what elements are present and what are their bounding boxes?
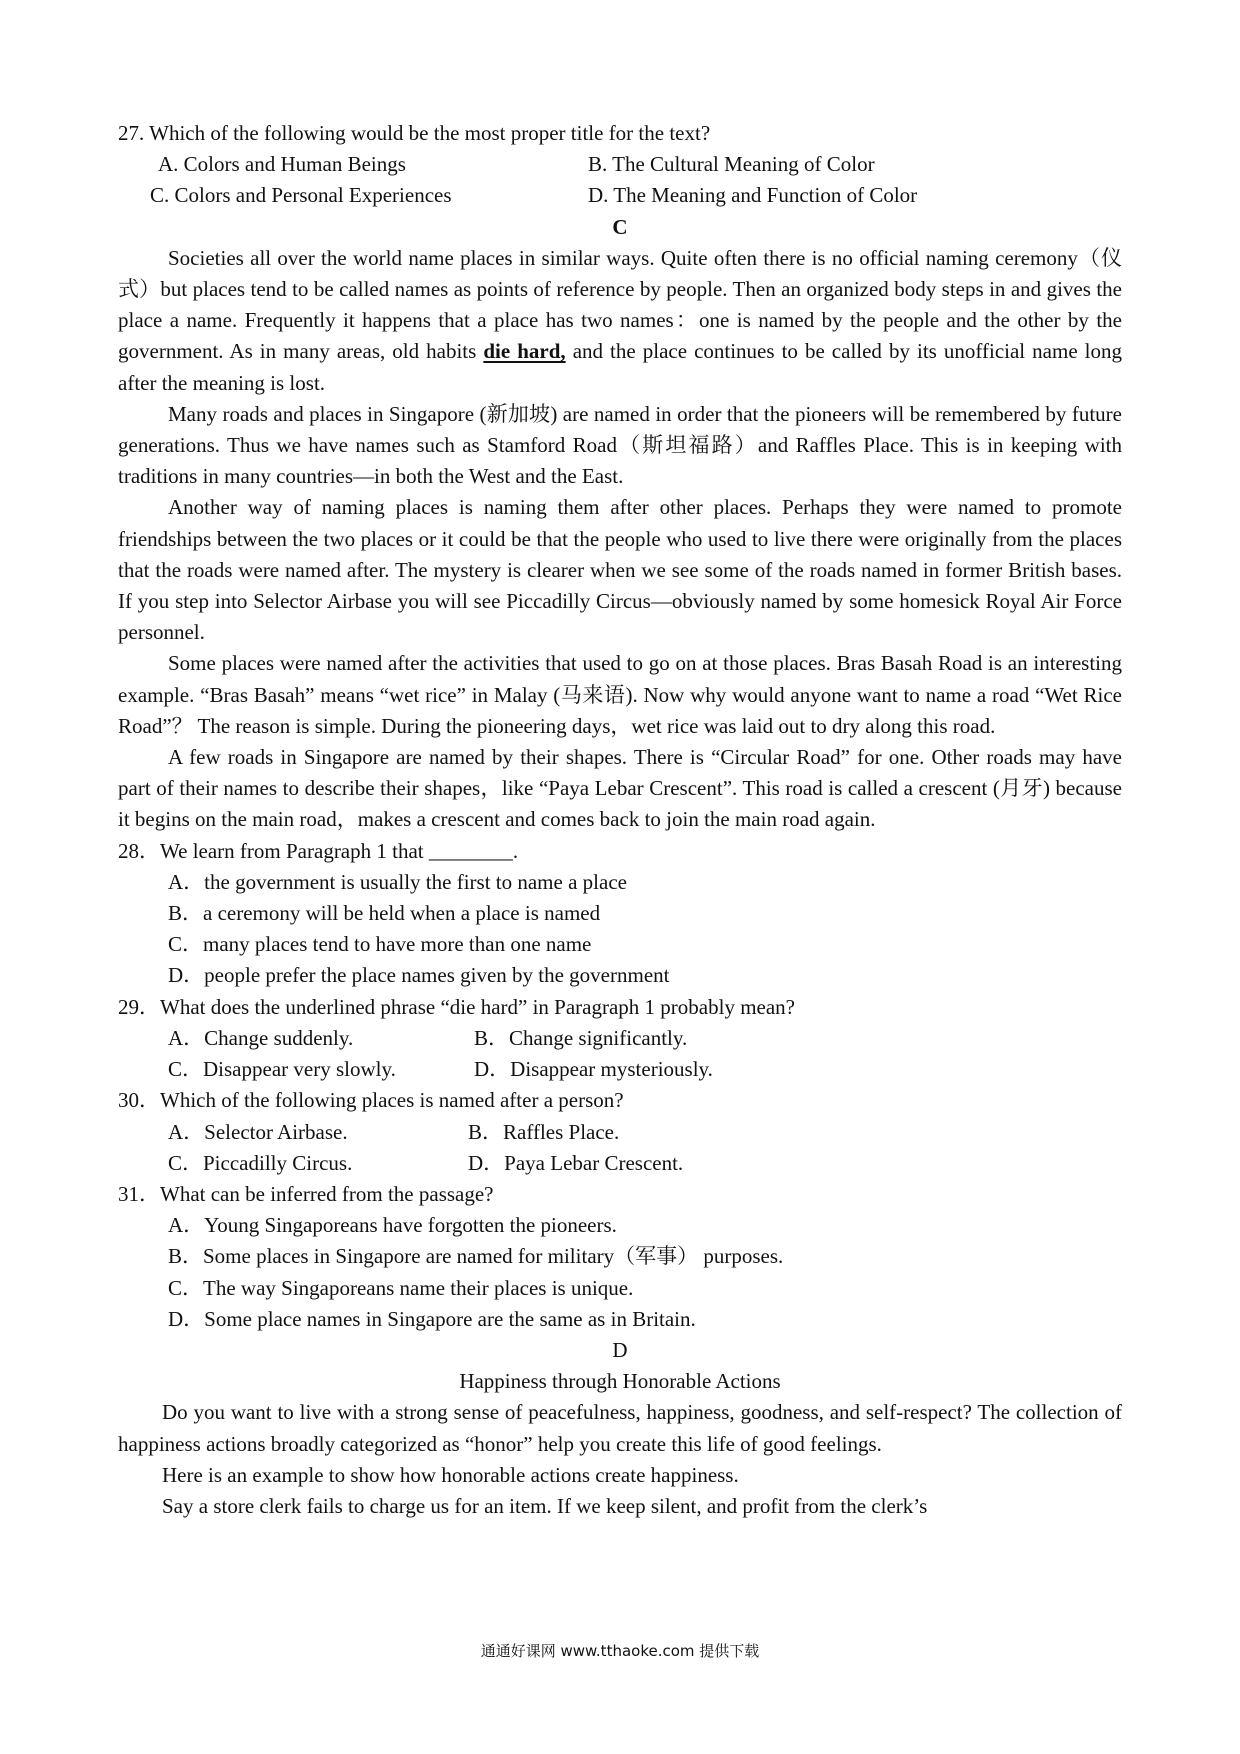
- question-29-option-c: C．Disappear very slowly.: [168, 1057, 396, 1082]
- question-30-option-c: C．Piccadilly Circus.: [168, 1150, 353, 1175]
- section-c-paragraph-4: Some places were named after the activities that used to go on at those places. Bras Basah Road is an interesting example. “Bras Basah” means “wet rice” in Malay (马来语). Now why would anyone want to name a road “Wet Rice Road”？ The reason is simple. During the pioneering days，wet rice was laid out to dry along this road.: [118, 651, 1122, 738]
- question-30-option-d: D．Paya Lebar Crescent.: [468, 1150, 684, 1175]
- question-28-stem: 28．We learn from Paragraph 1 that ________.: [118, 838, 519, 863]
- question-29-stem: 29．What does the underlined phrase “die hard” in Paragraph 1 probably mean?: [118, 994, 796, 1019]
- question-30-stem: 30．Which of the following places is named after a person?: [118, 1088, 624, 1113]
- section-d-paragraph-3: Say a store clerk fails to charge us for an item. If we keep silent, and profit from the clerk’s: [162, 1493, 928, 1518]
- underlined-phrase-die-hard: die hard,: [483, 339, 566, 364]
- question-29-option-a: A．Change suddenly.: [168, 1025, 354, 1050]
- question-30-options-row-2: [118, 1148, 1122, 1179]
- question-27-option-c: C. Colors and Personal Experiences: [150, 183, 452, 208]
- section-c-p1-text-before: Societies all over the world name places in similar ways. Quite often there is no official naming ceremony（仪式）but places tend to be called names as points of reference by people. Then an organized body steps in and gives the place a name. Frequently it happens that a place has two names：one is named by the people and the other by the government. As in many areas, old habits: [118, 245, 1122, 364]
- section-d-title: Happiness through Honorable Actions: [459, 1369, 781, 1394]
- question-29-option-d: D．Disappear mysteriously.: [474, 1057, 713, 1082]
- page-footer: 通通好课网 www.tthaoke.com 提供下载: [480, 1642, 760, 1660]
- section-d-heading: D: [612, 1337, 628, 1362]
- question-31-stem: 31．What can be inferred from the passage?: [118, 1181, 494, 1206]
- question-29-option-b: B．Change significantly.: [474, 1025, 688, 1050]
- section-c-paragraph-3: Another way of naming places is naming them after other places. Perhaps they were named to promote friendships between the two places or it could be that the people who used to live there were originally from the places that the roads were named after. The mystery is clearer when we see some of the roads named in former British bases. If you step into Selector Airbase you will see Piccadilly Circus—obviously named by some homesick Royal Air Force personnel.: [118, 495, 1122, 645]
- question-27-options-row-2: [118, 180, 1122, 211]
- question-30-options-row-1: [118, 1117, 1122, 1148]
- question-31-option-d: D．Some place names in Singapore are the same as in Britain.: [168, 1306, 696, 1331]
- question-30-option-a: A．Selector Airbase.: [168, 1119, 348, 1144]
- question-30-option-b: B．Raffles Place.: [468, 1119, 620, 1144]
- question-27-stem: 27. Which of the following would be the most proper title for the text?: [118, 121, 711, 145]
- question-28-option-b: B．a ceremony will be held when a place is named: [168, 901, 601, 926]
- question-28-option-a: A．the government is usually the first to name a place: [168, 869, 627, 894]
- question-31-option-c: C．The way Singaporeans name their places is unique.: [168, 1275, 634, 1300]
- question-29-options-row-1: [118, 1023, 1122, 1054]
- question-28-option-d: D．people prefer the place names given by the government: [168, 963, 670, 988]
- section-c-heading: C: [612, 214, 628, 239]
- question-27-option-b: B. The Cultural Meaning of Color: [588, 152, 875, 177]
- section-c-p1-text-after: and the place continues to be called by its unofficial name long after the meaning is lost.: [118, 339, 1123, 395]
- section-d-paragraph-1: Do you want to live with a strong sense of peacefulness, happiness, goodness, and self-respect? The collection of happiness actions broadly categorized as “honor” help you create this life of good feelings.: [118, 1400, 1122, 1456]
- section-c-paragraph-1: [118, 243, 1122, 399]
- section-d-paragraph-2: Here is an example to show how honorable actions create happiness.: [162, 1462, 739, 1487]
- question-28-option-c: C．many places tend to have more than one name: [168, 932, 592, 957]
- question-27-options-row-1: [118, 149, 1122, 180]
- question-27-option-d: D. The Meaning and Function of Color: [588, 183, 918, 208]
- question-31-option-b: B．Some places in Singapore are named for military（军事） purposes.: [168, 1244, 784, 1269]
- section-c-paragraph-5: A few roads in Singapore are named by their shapes. There is “Circular Road” for one. Other roads may have part of their names to describe their shapes，like “Paya Lebar Crescent”. This road is called a crescent (月牙) because it begins on the main road，makes a crescent and comes back to join the main road again.: [118, 745, 1122, 832]
- question-29-options-row-2: [118, 1054, 1122, 1085]
- question-31-option-a: A．Young Singaporeans have forgotten the pioneers.: [168, 1213, 617, 1238]
- section-c-paragraph-2: Many roads and places in Singapore (新加坡) are named in order that the pioneers will be remembered by future generations. Thus we have names such as Stamford Road（斯坦福路）and Raffles Place. This is in keeping with traditions in many countries—in both the West and the East.: [118, 401, 1122, 489]
- question-27-option-a: A. Colors and Human Beings: [158, 152, 406, 177]
